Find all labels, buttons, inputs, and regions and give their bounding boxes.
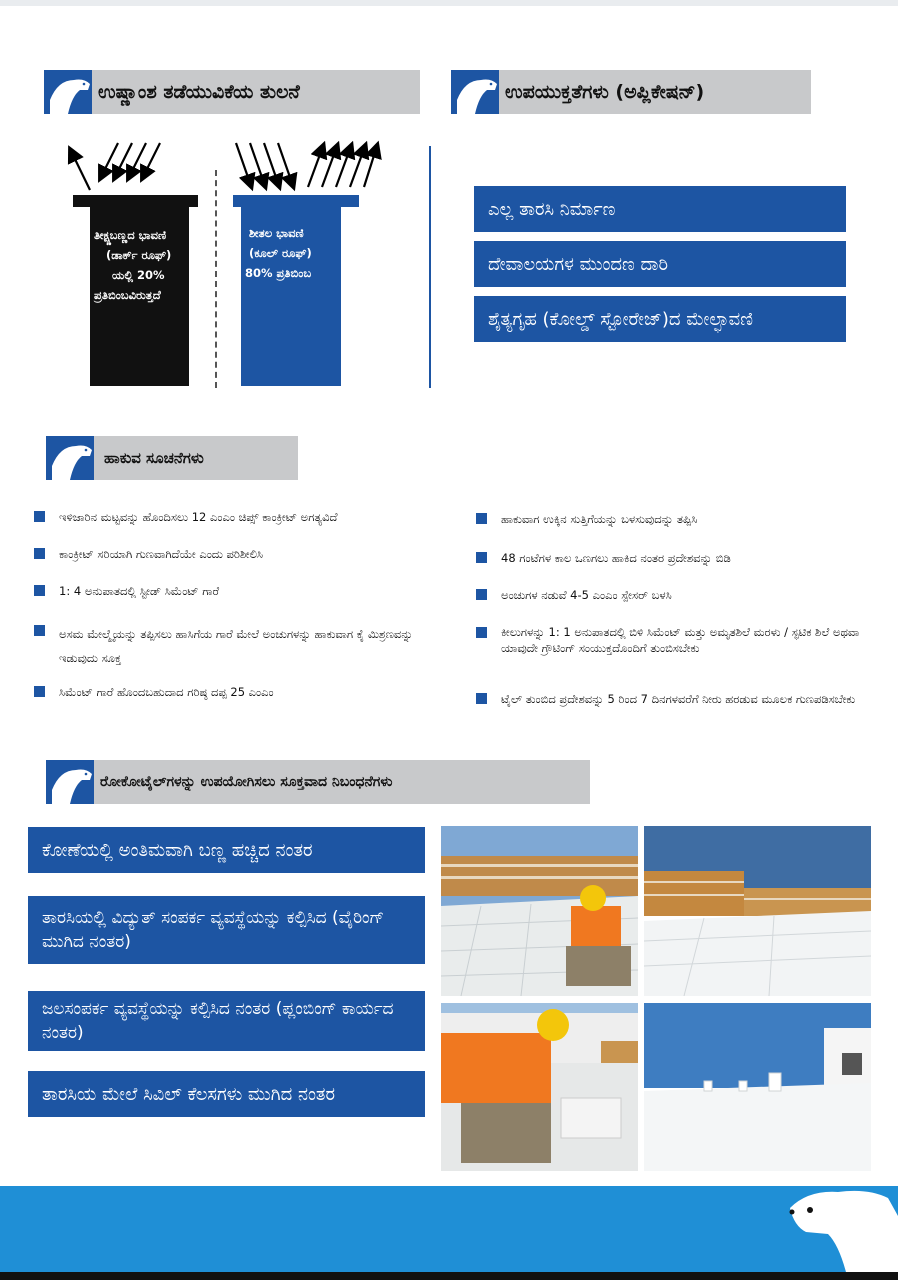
laying-instruction-item — [34, 582, 454, 600]
conditions-title: ರೋಕೋಟೈಲ್‌ಗಳನ್ನು ಉಪಯೋಗಿಸಲು ಸೂಕ್ತವಾದ ನಿಬಂಧನೆಗಳು — [100, 774, 393, 790]
bullet-square-icon — [476, 552, 487, 563]
dark-roof-line: ತೀಕ್ಷ್ಣಬಣ್ಣದ ಭಾವಣಿ — [94, 228, 167, 242]
conditions-header — [46, 760, 590, 804]
dark-roof-line: ಪ್ರತಿಬಿಂಬವಿರುತ್ತದೆ — [94, 288, 161, 302]
heat-comparison-title: ಉಷ್ಣಾಂಶ ತಡೆಯುವಿಕೆಯ ತುಲನೆ — [98, 81, 300, 103]
laying-instruction-item — [476, 690, 876, 708]
cool-roof-building — [241, 205, 341, 386]
polar-bear-logo-icon — [44, 70, 92, 114]
section-separator — [429, 146, 431, 388]
polar-bear-logo-icon — [451, 70, 499, 114]
laying-instruction-item — [34, 622, 434, 670]
dark-roof-label — [94, 225, 189, 305]
laying-instructions-title: ಹಾಕುವ ಸೂಚನೆಗಳು — [104, 449, 204, 467]
polar-bear-logo-icon — [46, 436, 94, 480]
instruction-text: ಕೀಲುಗಳನ್ನು 1: 1 ಅನುಪಾತದಲ್ಲಿ ಬಿಳಿ ಸಿಮೆಂಟ್ ಮತ್ತು ಅಮೃತಶಿಲೆ ಮರಳು / ಸ್ಫಟಿಕ ಶಿಲೆ ಅಥವಾ ಯಾವುದೇ ಗ್ರೌಟಿಂಗ್ ಸಂಯುಕ್ತದೊಂದಿಗೆ ತುಂಬಿಸಬೇಕು — [501, 625, 860, 655]
cool-roof-line: (ಕೂಲ್ ರೂಫ್) — [249, 246, 312, 260]
bullet-square-icon — [34, 625, 45, 636]
dark-roof-line: (ಡಾರ್ಕ್ ರೂಫ್) — [106, 248, 172, 262]
instruction-text: ಹಾಕುವಾಗ ಉಕ್ಕಿನ ಸುತ್ತಿಗೆಯನ್ನು ಬಳಸುವುದನ್ನು ತಪ್ಪಿಸಿ — [501, 512, 698, 526]
heat-comparison-header — [44, 70, 420, 114]
applications-header — [451, 70, 811, 114]
instruction-text: 1: 4 ಅನುಪಾತದಲ್ಲಿ ಸ್ಟೀಡ್ ಸಿಮೆಂಟ್ ಗಾರೆ — [59, 584, 220, 598]
laying-instruction-item — [34, 508, 454, 526]
bullet-square-icon — [34, 511, 45, 522]
condition-item: ತಾರಸಿಯಲ್ಲಿ ವಿದ್ಯುತ್ ಸಂಪರ್ಕ ವ್ಯವಸ್ಥೆಯನ್ನು ಕಲ್ಪಿಸಿದ (ವೈರಿಂಗ್ ಮುಗಿದ ನಂತರ) — [28, 896, 425, 964]
polar-bear-logo-icon — [46, 760, 94, 804]
bullet-square-icon — [476, 693, 487, 704]
application-item: ಶೈತ್ಯಗೃಹ (ಕೋಲ್ಡ್ ಸ್ಟೋರೇಜ್)ದ ಮೇಲ್ಛಾವಣಿ — [474, 296, 846, 342]
laying-instruction-item — [476, 624, 866, 656]
application-item: ದೇವಾಲಯಗಳ ಮುಂದಣ ದಾರಿ — [474, 241, 846, 287]
condition-item: ಜಲಸಂಪರ್ಕ ವ್ಯವಸ್ಥೆಯನ್ನು ಕಲ್ಪಿಸಿದ ನಂತರ (ಪ್ಲಂಬಿಂಗ್ ಕಾರ್ಯದ ನಂತರ) — [28, 991, 425, 1051]
condition-item: ಕೋಣೆಯಲ್ಲಿ ಅಂತಿಮವಾಗಿ ಬಣ್ಣ ಹಚ್ಚಿದ ನಂತರ — [28, 827, 425, 873]
photo-worker-laying-tiles — [441, 826, 638, 996]
laying-instructions-header — [46, 436, 298, 480]
bottom-edge — [0, 1272, 898, 1280]
photo-white-roof-building — [644, 826, 871, 996]
photo-worker-grouting — [441, 1003, 638, 1171]
laying-instruction-item — [34, 683, 454, 701]
laying-instruction-item — [476, 510, 876, 528]
bullet-square-icon — [476, 589, 487, 600]
instruction-text: ಕಾಂಕ್ರೀಟ್ ಸರಿಯಾಗಿ ಗುಣವಾಗಿದೆಯೇ ಎಂದು ಪರಿಶೀಲಿಸಿ — [59, 547, 264, 561]
applications-title: ಉಪಯುಕ್ತತೆಗಳು (ಅಪ್ಲಿಕೇಷನ್) — [505, 81, 705, 103]
condition-item: ತಾರಸಿಯ ಮೇಲೆ ಸಿವಿಲ್ ಕೆಲಸಗಳು ಮುಗಿದ ನಂತರ — [28, 1071, 425, 1117]
dark-roof-building — [90, 205, 189, 386]
instruction-text: ಸಿಮೆಂಟ್ ಗಾರೆ ಹೊಂದಬಹುದಾದ ಗರಿಷ್ಠ ದಪ್ಪ 25 ಎಂಎಂ — [59, 685, 274, 699]
bullet-square-icon — [34, 585, 45, 596]
bullet-square-icon — [34, 686, 45, 697]
laying-instruction-item — [476, 586, 876, 604]
instruction-text: 48 ಗಂಟೆಗಳ ಕಾಲ ಒಣಗಲು ಹಾಕಿದ ನಂತರ ಪ್ರದೇಶವನ್ನು ಬಿಡಿ — [501, 551, 731, 565]
bullet-square-icon — [34, 548, 45, 559]
laying-instruction-item — [476, 549, 876, 567]
dashed-divider — [215, 170, 217, 388]
top-strip — [0, 0, 898, 6]
instruction-text: ಅಸಮ ಮೇಲ್ಮೈಯನ್ನು ತಪ್ಪಿಸಲು ಹಾಸಿಗೆಯ ಗಾರೆ ಮೇಲೆ ಅಂಚುಗಳನ್ನು ಹಾಕುವಾಗ ಕೈ ಮಿಶ್ರಣವನ್ನು ಇಡುವುದು ಸೂಕ್ತ — [59, 627, 413, 665]
dark-roof-line: ಯಲ್ಲಿ 20% — [112, 268, 165, 282]
cool-roof-line: ಶೀತಲ ಭಾವಣಿ — [249, 226, 304, 240]
photo-finished-white-terrace — [644, 1003, 871, 1171]
bullet-square-icon — [476, 513, 487, 524]
reflection-arrows-icon — [60, 135, 390, 195]
cool-roof-label — [245, 223, 341, 283]
instruction-text: ಟೈಲ್ ತುಂಬಿದ ಪ್ರದೇಶವನ್ನು 5 ರಿಂದ 7 ದಿನಗಳವರೆಗೆ ನೀರು ಹರಡುವ ಮೂಲಕ ಗುಣಪಡಿಸಬೇಕು — [501, 692, 856, 706]
instruction-text: ಅಂಚುಗಳ ನಡುವೆ 4-5 ಎಂಎಂ ಸ್ಪೇಸರ್ ಬಳಸಿ — [501, 588, 672, 602]
footer-band — [0, 1186, 898, 1280]
polar-bear-mascot-icon — [788, 1186, 898, 1280]
instruction-text: ಇಳಿಜಾರಿನ ಮಟ್ಟವನ್ನು ಹೊಂದಿಸಲು 12 ಎಂಎಂ ಚಿಪ್ಸ್ ಕಾಂಕ್ರೀಟ್ ಅಗತ್ಯವಿದೆ — [59, 510, 338, 524]
application-item: ಎಲ್ಲ ತಾರಸಿ ನಿರ್ಮಾಣ — [474, 186, 846, 232]
bullet-square-icon — [476, 627, 487, 638]
cool-roof-line: 80% ಪ್ರತಿಬಿಂಬ — [245, 266, 312, 280]
laying-instruction-item — [34, 545, 454, 563]
